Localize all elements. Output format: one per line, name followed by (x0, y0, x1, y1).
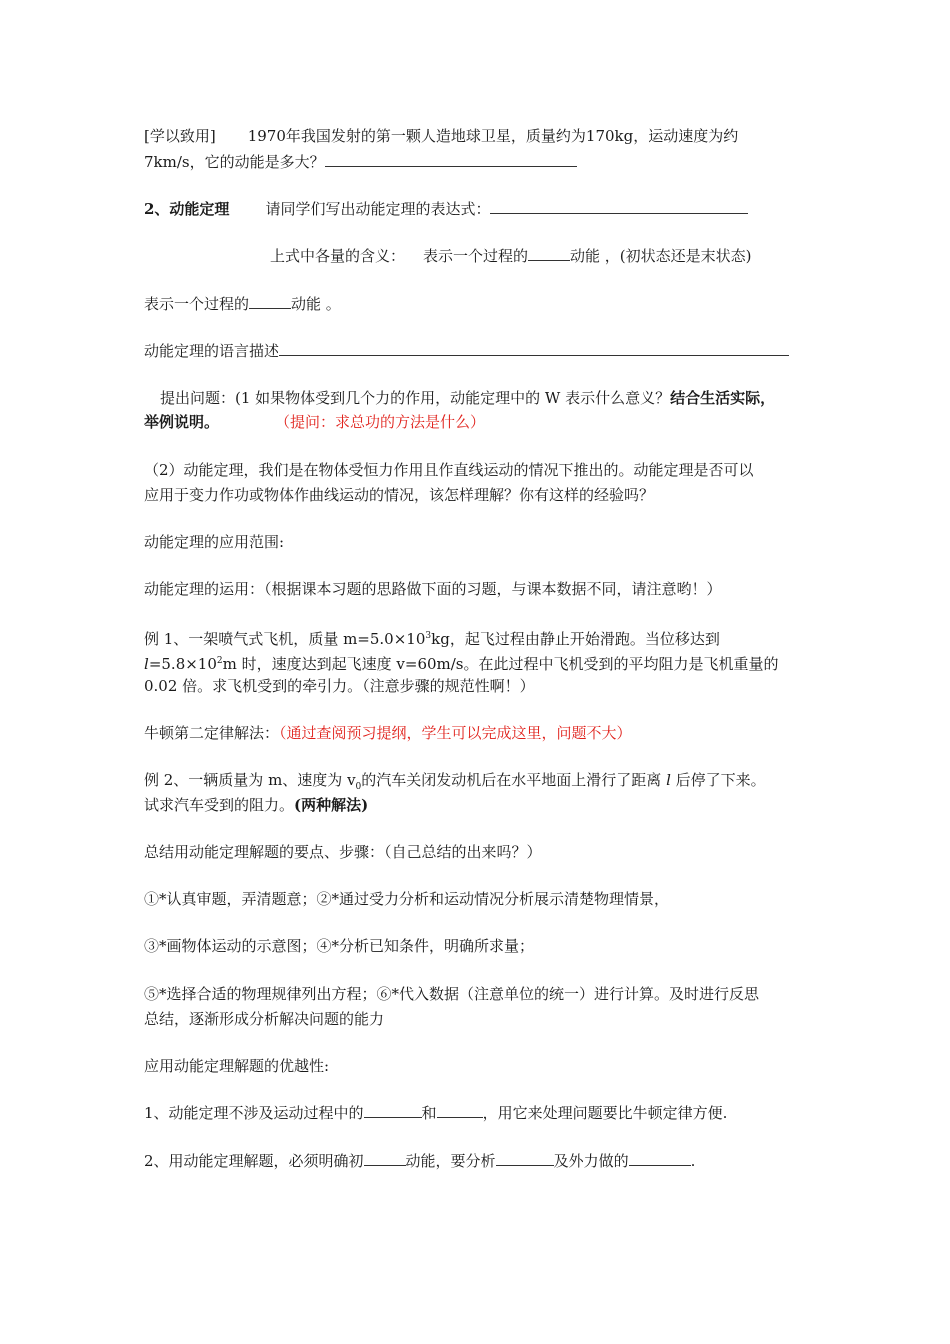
example-2-sub: 0 (355, 782, 362, 792)
newton-line (144, 721, 814, 746)
meaning-line-2 (144, 292, 814, 317)
example-1-text-e: 0.02 倍。求飞机受到的牵引力。（注意步骤的规范性啊！） (144, 677, 535, 695)
newton-teacher-note: （通过查阅预习提纲，学生可以完成这里，问题不大） (279, 724, 632, 742)
steps-line-4 (144, 1007, 814, 1032)
state-blank-2 (249, 294, 291, 309)
meaning-label: 上式中各量的含义： (270, 247, 406, 265)
question-1-text: 提出问题：(1 如果物体受到几个力的作用，动能定理中的 W 表示什么意义？ (160, 389, 671, 407)
advantage-2-text-a: 2、用动能定理解题，必须明确初 (144, 1152, 364, 1170)
expression-blank (490, 199, 748, 214)
question-1-teacher-note: （提问：求总功的方法是什么） (275, 413, 486, 431)
advantage-blank-1 (364, 1103, 422, 1118)
exercise-line-2 (144, 150, 814, 175)
example-1-line-3 (144, 674, 814, 699)
application-text: 动能定理的运用：（根据课本习题的思路做下面的习题，与课本数据不同，请注意哟！） (144, 580, 722, 598)
newton-label: 牛顿第二定律解法： (144, 724, 280, 742)
theorem-prompt: 请同学们写出动能定理的表达式： (265, 200, 491, 218)
example-1-text-c: =5.8×10 (148, 655, 217, 673)
advantage-1-text-b: 和 (421, 1104, 437, 1122)
meaning-text-b: 动能 ，(初状态还是末状态) (570, 247, 752, 265)
exercise-text-2: 7km/s，它的动能是多大？ (144, 153, 325, 171)
summary-text: 总结用动能定理解题的要点、步骤：（自己总结的出来吗？） (144, 843, 542, 861)
application-line (144, 577, 814, 602)
example-1-text-d: m 时，速度达到起飞速度 v=60m/s。在此过程中飞机受到的平均阻力是飞机重量的 (222, 655, 779, 673)
question-2-text-1: （2）动能定理，我们是在物体受恒力作用且作直线运动的情况下推出的。动能定理是否可以 (144, 461, 754, 479)
steps-text-3: ⑤*选择合适的物理规律列出方程；⑥*代入数据（注意单位的统一）进行计算。及时进行反思 (144, 985, 760, 1003)
advantage-blank-4 (496, 1151, 554, 1166)
theorem-heading-line (144, 197, 814, 222)
example-2-text-b: 的汽车关闭发动机后在水平地面上滑行了距离 (361, 771, 667, 789)
meaning-text-d: 动能 。 (291, 295, 341, 313)
question-1-bold-2: 举例说明。 (144, 413, 220, 431)
example-2-text-a: 例 2、一辆质量为 m、速度为 v (144, 771, 356, 789)
question-2-text-2: 应用于变力作功或物体作曲线运动的情况，该怎样理解？你有这样的经验吗？ (144, 486, 655, 504)
steps-line-2 (144, 934, 814, 959)
steps-line-1 (144, 887, 814, 912)
section-heading: 2、动能定理 (144, 200, 230, 218)
example-1-exp-2: 2 (216, 656, 223, 666)
example-1-exp-1: 3 (425, 631, 432, 641)
advantage-heading-line (144, 1054, 814, 1079)
example-2-bold: (两种解法) (294, 796, 369, 814)
question-1-bold: 结合生活实际， (670, 389, 776, 407)
verbal-label: 动能定理的语言描述 (144, 342, 280, 360)
steps-text-1: ①*认真审题，弄清题意；②*通过受力分析和运动情况分析展示清楚物理情景， (144, 890, 670, 908)
advantage-blank-5 (629, 1151, 691, 1166)
steps-line-3 (144, 982, 814, 1007)
verbal-description-line (144, 339, 814, 364)
advantage-1-text-a: 1、动能定理不涉及运动过程中的 (144, 1104, 364, 1122)
advantage-2-text-b: 动能，要分析 (405, 1152, 496, 1170)
steps-text-2: ③*画物体运动的示意图；④*分析已知条件，明确所求量； (144, 937, 535, 955)
scope-text: 动能定理的应用范围: (144, 533, 285, 551)
meaning-text-a: 表示一个过程的 (423, 247, 529, 265)
example-2-var-l: l (666, 771, 671, 789)
example-2-line-2 (144, 793, 814, 818)
summary-line (144, 840, 814, 865)
example-1-text-b: kg，起飞过程由静止开始滑跑。当位移达到 (431, 630, 720, 648)
question-1-line-2 (144, 410, 814, 435)
advantage-blank-2 (437, 1103, 483, 1118)
steps-text-4: 总结，逐渐形成分析解决问题的能力 (144, 1010, 385, 1028)
question-1-line-1 (160, 386, 830, 411)
advantage-blank-3 (364, 1151, 406, 1166)
question-2-line-2 (144, 483, 814, 508)
exercise-tag: [学以致用] (144, 127, 216, 145)
advantage-heading: 应用动能定理解题的优越性: (144, 1057, 330, 1075)
example-1-text-a: 例 1、一架喷气式飞机，质量 m=5.0×10 (144, 630, 426, 648)
exercise-line-1 (144, 124, 814, 149)
example-1-line-2 (144, 649, 814, 677)
state-blank-1 (528, 246, 570, 261)
scope-line (144, 530, 814, 555)
advantage-1-text-c: ，用它来处理问题要比牛顿定律方便. (482, 1104, 728, 1122)
example-2-text-c: 后停了下来。 (670, 771, 766, 789)
exercise-text-1: 1970年我国发射的第一颗人造地球卫星，质量约为170kg，运动速度为约 (247, 127, 739, 145)
advantage-point-2 (144, 1149, 814, 1174)
example-1-var-l: l (144, 655, 149, 673)
verbal-blank (279, 341, 789, 356)
advantage-point-1 (144, 1101, 814, 1126)
question-2-line-1 (144, 458, 814, 483)
answer-blank (325, 152, 577, 167)
example-2-text-d: 试求汽车受到的阻力。 (144, 796, 295, 814)
advantage-2-text-c: 及外力做的 (553, 1152, 629, 1170)
advantage-2-text-d: . (690, 1152, 696, 1170)
meaning-line (270, 244, 830, 269)
example-1-line-1 (144, 624, 814, 652)
meaning-text-c: 表示一个过程的 (144, 295, 250, 313)
